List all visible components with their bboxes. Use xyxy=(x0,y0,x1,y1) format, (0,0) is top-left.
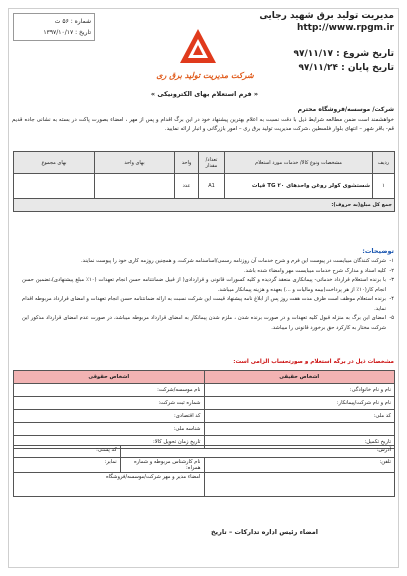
start-date: تاریخ شروع : ۹۷/۱۱/۱۷ xyxy=(293,49,394,59)
item-unit: عدد xyxy=(175,174,199,199)
fax-field[interactable]: نمابر: xyxy=(14,458,121,473)
col-description: مشخصات ونوع کالا/ خدمات مورد استعلام xyxy=(225,152,373,174)
note-item: ۵- امضای این برگ به منزله قبول کلیه تعهدات و در صورت برنده شدن ، ملزم شدن پیمانکار به امضای قرارداد مربوطه میباشد، در صورت عدم امضای قرارداد مذکور این شرکت مختار به کارکرد حق برخورد قانونی را میباشد. xyxy=(22,315,394,331)
note-item: ۲- کلیه اسناد و مدارک شرح خدمات میبایست مهر وامضاء شده باشد. xyxy=(243,267,394,274)
signature-field[interactable]: امضاء مدیر و مهر شرکت/موسسه/فروشگاه xyxy=(14,473,205,497)
intro-text: خواهشمند است ضمن مطالعه شرایط ذیل با دقت نسبت به اعلام بهترین پیشنهاد خود در این برگ اقدام و پس از مهر ، امضاء بصورت پاکت در بسته به نشانی جاده قدیم قم- باقر شهر – انتهای بلوار فلسطین ،شرکت مدیریت تولید برق ری – امور بازرگانی و انبار ارائه نمایید. xyxy=(12,117,394,132)
contractor-name-field[interactable]: نام و نام شرکت/پیمانکار: xyxy=(204,397,395,410)
completion-date-field[interactable]: تاریخ تکمیل: xyxy=(204,436,395,449)
contact-table xyxy=(13,445,395,497)
institution-name-field[interactable]: نام موسسه/شرکت: xyxy=(14,384,205,397)
notes-list xyxy=(22,257,394,333)
organization-title: مدیریت تولید برق شهید رجایی xyxy=(259,11,394,21)
persons-table xyxy=(13,370,395,449)
registration-number-field[interactable]: شماره ثبت شرکت: xyxy=(14,397,205,410)
form-page xyxy=(8,8,399,568)
delivery-date-field[interactable]: تاریخ زمان تحویل کالا: xyxy=(14,436,205,449)
form-name: « فرم استعلام بهای الکترونیکی » xyxy=(150,90,259,98)
end-date: تاریخ پایان : ۹۷/۱۱/۲۴ xyxy=(298,63,394,73)
legal-persons-header: اشخاص حقوقی xyxy=(14,371,205,384)
reference-box xyxy=(13,13,95,41)
national-id-field[interactable]: شناسه ملی: xyxy=(14,423,205,436)
economic-code-field[interactable]: کد اقتصادی: xyxy=(14,410,205,423)
phone-value-cell[interactable] xyxy=(204,473,395,497)
col-quantity: تعداد/ مقدار xyxy=(199,152,225,174)
addressee: شرکت/ موسسه/فروشگاه محترم xyxy=(297,106,394,113)
company-name: شرکت مدیریت تولید برق ری xyxy=(156,71,254,80)
procurement-signoff: امضاء رئیس اداره تدارکات – تاریخ xyxy=(210,528,318,536)
phone-field[interactable]: تلفن: xyxy=(204,458,395,473)
reference-number: شماره : ۵۶ ت xyxy=(54,18,91,25)
item-quantity: A1 xyxy=(199,174,225,199)
col-row-no: ردیف xyxy=(373,152,395,174)
note-item: ۳- با برنده استعلام قرارداد خدماتی- پیمانکاری منعقد گردیده و کلیه کسورات قانونی و قراردادی( از قبیل ضمانتنامه حسن انجام تعهدات (۱۰٪ مبلغ پیشنهادی)،تضمین حسن انجام کار(۱۰٪ از هر پرداخت)بیمه ومالیات و ...) بعهده و هزینه پیمانکار میباشد. xyxy=(22,277,394,293)
items-table xyxy=(13,151,395,212)
table-row xyxy=(14,174,395,199)
real-persons-header: اشخاص حقیقی xyxy=(204,371,395,384)
note-item: ۴- برنده استعلام موظف است ظرف مدت هفت روز پس از ابلاغ نامه پیشنهاد قیمت این شرکت نسبت به ارائه ضمانتنامه حسن انجام تعهدات و امضای قرارداد مربوطه اقدام نماید. xyxy=(22,296,394,312)
unit-price-cell[interactable] xyxy=(95,174,175,199)
representative-field[interactable]: نام کارشناس مربوطه و شماره همراه: xyxy=(120,458,204,473)
col-unit-price: بهای واحد xyxy=(95,152,175,174)
total-row xyxy=(14,199,395,212)
item-description: شستشوی کولر روغن واحدهای ۲۰ TG قیات xyxy=(225,174,373,199)
company-logo-icon xyxy=(176,25,220,69)
reference-date: تاریخ : ۱۳۹۷/۱۰/۱۷ xyxy=(43,29,91,36)
total-price-cell[interactable] xyxy=(14,174,95,199)
website-url[interactable]: http://www.rpgm.ir xyxy=(296,23,394,33)
blank-field[interactable] xyxy=(204,423,395,436)
full-name-field[interactable]: نام و نام خانوادگی: xyxy=(204,384,395,397)
required-info-note: مشخصات ذیل در برگه استعلام و صورتحساب الزامی است: xyxy=(233,359,394,365)
col-total-price: بهای مجموع xyxy=(14,152,95,174)
note-item: ۱- شرکت کنندگان میبایست در پیوست این فرم و شرح خدمات آن روزنامه رسمی/اساسنامه شرکت، و همچنین روزمه کاری خود را پیوست نمایند. xyxy=(81,258,394,264)
col-unit: واحد xyxy=(175,152,199,174)
row-number: ۱ xyxy=(373,174,395,199)
address-field[interactable]: آدرس: xyxy=(120,446,394,458)
total-in-words-label[interactable]: جمع کل مبلغ(به حروف): xyxy=(14,199,395,212)
notes-title: توضیحات: xyxy=(362,247,394,255)
national-code-field[interactable]: کد ملی: xyxy=(204,410,395,423)
postal-code-field[interactable]: کد پستی: xyxy=(14,446,121,458)
